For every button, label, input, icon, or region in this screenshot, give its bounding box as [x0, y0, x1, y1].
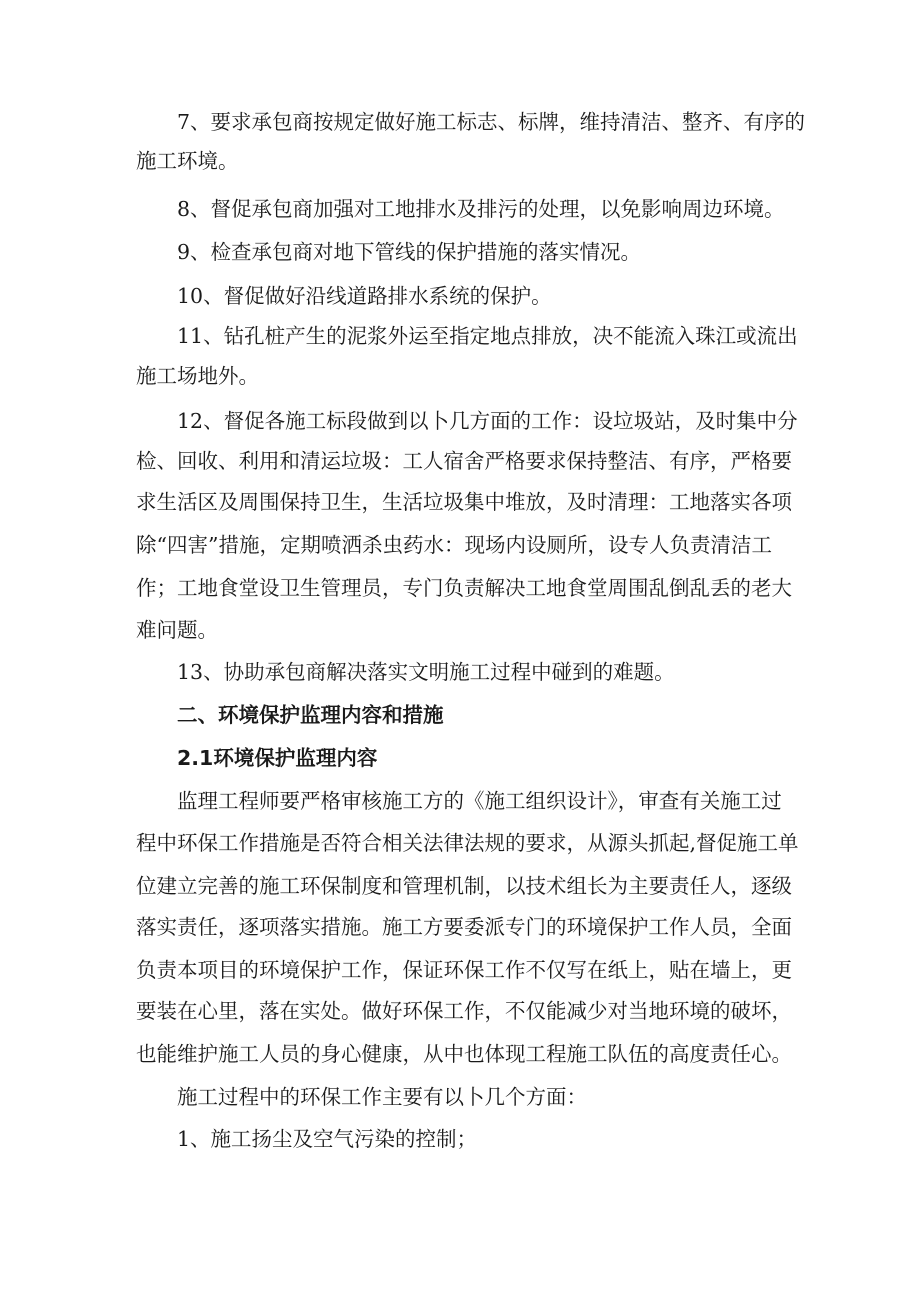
paragraph-1-line-2: 程中环保工作措施是否符合相关法律法规的要求，从源头抓起,督促施工单 [136, 831, 799, 855]
item-12-line-5: 作；工地食堂设卫生管理员，专门负责解决工地食堂周围乱倒乱丢的老大 [136, 576, 792, 600]
item-12-line-3: 求生活区及周围保持卫生，生活垃圾集中堆放，及时清理：工地落实各项 [136, 490, 792, 514]
item-8: 8、督促承包商加强对工地排水及排污的处理，以免影响周边环境。 [177, 197, 785, 221]
item-12-line-1: 12、督促各施工标段做到以卜几方面的工作：设垃圾站，及时集中分 [177, 409, 798, 433]
item-7-line-1: 7、要求承包商按规定做好施工标志、标牌，维持清洁、整齐、有序的 [177, 110, 806, 134]
item-9: 9、检查承包商对地下管线的保护措施的落实情况。 [177, 240, 642, 264]
item-12-line-6: 难问题。 [136, 618, 218, 642]
paragraph-1-line-6: 要装在心里，落在实处。做好环保工作，不仅能减少对当地环境的破坏， [136, 999, 792, 1023]
item-12-line-4: 除“四害”措施，定期喷洒杀虫药水：现场内设厕所，设专人负责清洁工 [136, 533, 772, 557]
paragraph-1-line-5: 负责本项目的环境保护工作，保证环保工作不仅写在纸上，贴在墙上，更 [136, 958, 792, 982]
item-12-line-2: 检、回收、利用和清运垃圾：工人宿舍严格要求保持整洁、有序，严格要 [136, 449, 792, 473]
paragraph-1-line-3: 位建立完善的施工环保制度和管理机制，以技术组长为主要责任人，逐级 [136, 874, 792, 898]
paragraph-1-line-1: 监理工程师要严格审核施工方的《施工组织设计》，审查有关施工过 [177, 789, 782, 813]
list-item-1: 1、施工扬尘及空气污染的控制； [177, 1127, 478, 1151]
section-heading: 二、环境保护监理内容和措施 [177, 703, 444, 727]
item-13: 13、协助承包商解决落实文明施工过程中碰到的难题。 [177, 660, 675, 684]
paragraph-1-line-4: 落实责任，逐项落实措施。施工方要委派专门的环境保护工作人员，全面 [136, 915, 792, 939]
paragraph-2: 施工过程中的环保工作主要有以卜几个方面： [177, 1085, 587, 1109]
item-11-line-1: 11、钻孔桩产生的泥浆外运至指定地点排放，决不能流入珠江或流出 [177, 324, 798, 348]
item-11-line-2: 施工场地外。 [136, 364, 259, 388]
subsection-heading: 2.1环境保护监理内容 [177, 746, 378, 770]
item-7-line-2: 施工环境。 [136, 149, 239, 173]
paragraph-1-line-7: 也能维护施工人员的身心健康，从中也体现工程施工队伍的高度责任心。 [136, 1042, 792, 1066]
item-10: 10、督促做好沿线道路排水系统的保护。 [177, 284, 552, 308]
